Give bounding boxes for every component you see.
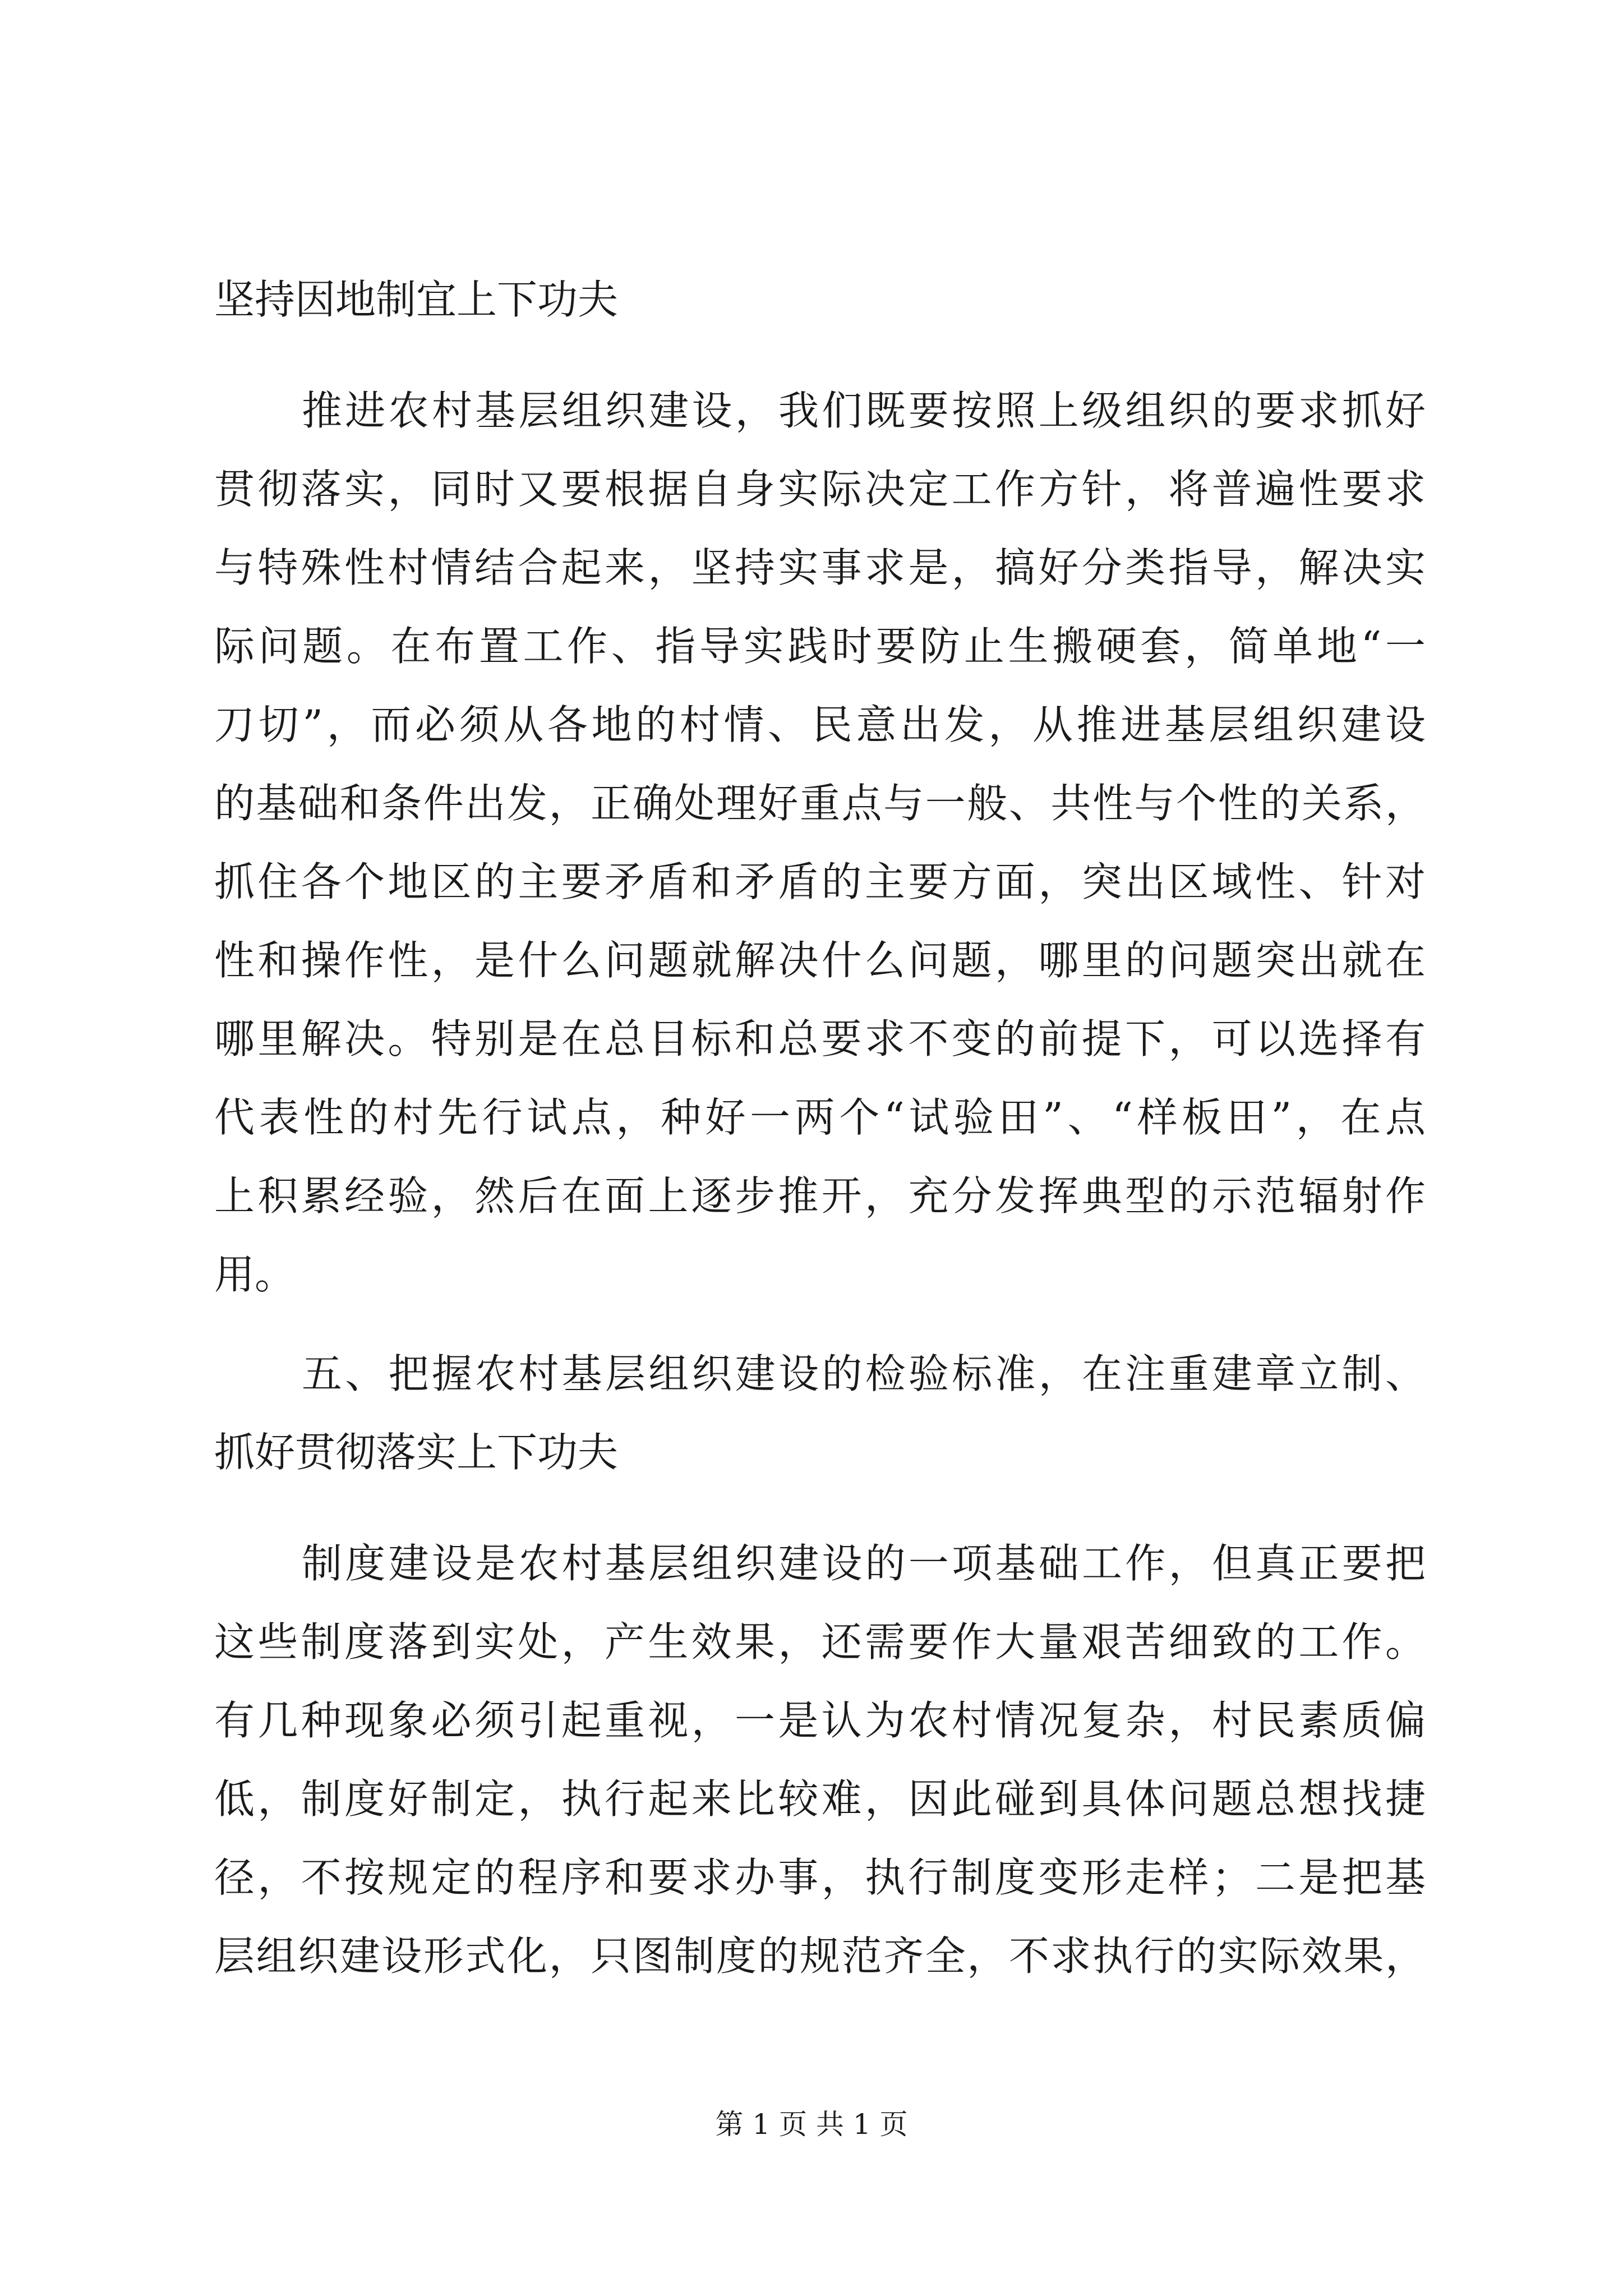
page-footer: 第 1 页 共 1 页 <box>715 2108 908 2141</box>
paragraph-line: 性和操作性，是什么问题就解决什么问题，哪里的问题突出就在 <box>214 937 1426 984</box>
paragraph-line: 径，不按规定的程序和要求办事，执行制度变形走样；二是把基 <box>214 1854 1426 1901</box>
heading-line: 抓好贯彻落实上下功夫 <box>214 1429 619 1476</box>
paragraph-line: 低，制度好制定，执行起来比较难，因此碰到具体问题总想找捷 <box>214 1775 1426 1823</box>
paragraph-line: 刀切”，而必须从各地的村情、民意出发，从推进基层组织建设 <box>214 701 1426 748</box>
paragraph-line: 制度建设是农村基层组织建设的一项基础工作，但真正要把 <box>302 1540 1426 1587</box>
paragraph-line: 层组织建设形式化，只图制度的规范齐全，不求执行的实际效果， <box>214 1932 1426 1980</box>
paragraph-line: 用。 <box>214 1251 296 1298</box>
section-heading-continuation: 坚持因地制宜上下功夫 <box>214 276 619 323</box>
paragraph-line: 与特殊性村情结合起来，坚持实事求是，搞好分类指导，解决实 <box>214 544 1426 591</box>
paragraph-line: 推进农村基层组织建设，我们既要按照上级组织的要求抓好 <box>302 387 1426 434</box>
paragraph-line: 上积累经验，然后在面上逐步推开，充分发挥典型的示范辐射作 <box>214 1172 1426 1220</box>
paragraph-line: 哪里解决。特别是在总目标和总要求不变的前提下，可以选择有 <box>214 1015 1426 1062</box>
paragraph-line: 际问题。在布置工作、指导实践时要防止生搬硬套，简单地“一 <box>214 623 1426 670</box>
paragraph-line: 贯彻落实，同时又要根据自身实际决定工作方针，将普遍性要求 <box>214 466 1426 513</box>
paragraph-line: 抓住各个地区的主要矛盾和矛盾的主要方面，突出区域性、针对 <box>214 858 1426 905</box>
paragraph-line: 代表性的村先行试点，种好一两个“试验田”、“样板田”，在点 <box>214 1094 1426 1141</box>
heading-line: 五、把握农村基层组织建设的检验标准，在注重建章立制、 <box>302 1350 1426 1397</box>
paragraph-line: 的基础和条件出发，正确处理好重点与一般、共性与个性的关系， <box>214 780 1426 827</box>
paragraph-line: 有几种现象必须引起重视，一是认为农村情况复杂，村民素质偏 <box>214 1697 1426 1744</box>
paragraph-line: 这些制度落到实处，产生效果，还需要作大量艰苦细致的工作。 <box>214 1618 1426 1665</box>
